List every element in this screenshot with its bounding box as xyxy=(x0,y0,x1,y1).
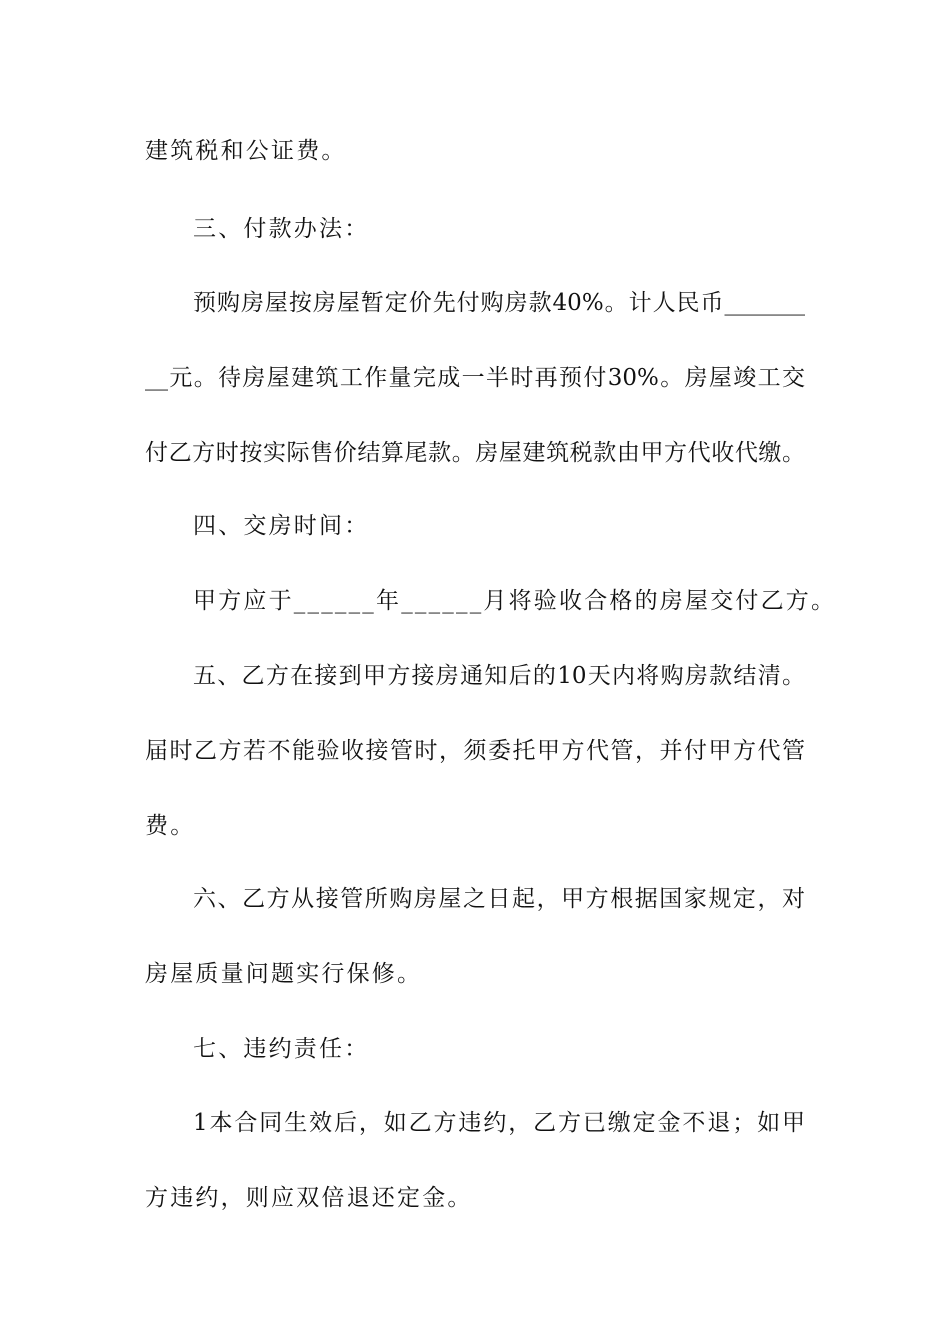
text-line-warranty-cont: 房屋质量问题实行保修。 xyxy=(145,961,423,987)
section-heading-delivery: 四、交房时间： xyxy=(193,513,370,539)
section-heading-liability: 七、违约责任： xyxy=(193,1036,370,1062)
text-line-settlement: 五、乙方在接到甲方接房通知后的10天内将购房款结清。 xyxy=(193,663,805,689)
text-line-custody: 届时乙方若不能验收接管时，须委托甲方代管，并付甲方代管 xyxy=(145,738,805,764)
text-line-breach-cont: 方违约，则应双倍退还定金。 xyxy=(145,1185,473,1211)
text-line-prepayment: 预购房屋按房屋暂定价先付购房款40%。计人民币_______ xyxy=(193,290,805,316)
text-line-final-payment: 付乙方时按实际售价结算尾款。房屋建筑税款由甲方代收代缴。 xyxy=(145,440,805,466)
text-line-second-payment: __元。待房屋建筑工作量完成一半时再预付30%。房屋竣工交 xyxy=(145,365,805,391)
text-line-warranty: 六、乙方从接管所购房屋之日起，甲方根据国家规定，对 xyxy=(193,886,805,912)
section-heading-payment: 三、付款办法： xyxy=(193,216,370,242)
text-line-tax-notary: 建筑税和公证费。 xyxy=(145,138,347,164)
text-line-breach: 1本合同生效后，如乙方违约，乙方已缴定金不退；如甲 xyxy=(193,1110,805,1136)
text-line-fee: 费。 xyxy=(145,813,196,839)
text-line-delivery-date: 甲方应于______年______月将验收合格的房屋交付乙方。 xyxy=(193,588,837,614)
